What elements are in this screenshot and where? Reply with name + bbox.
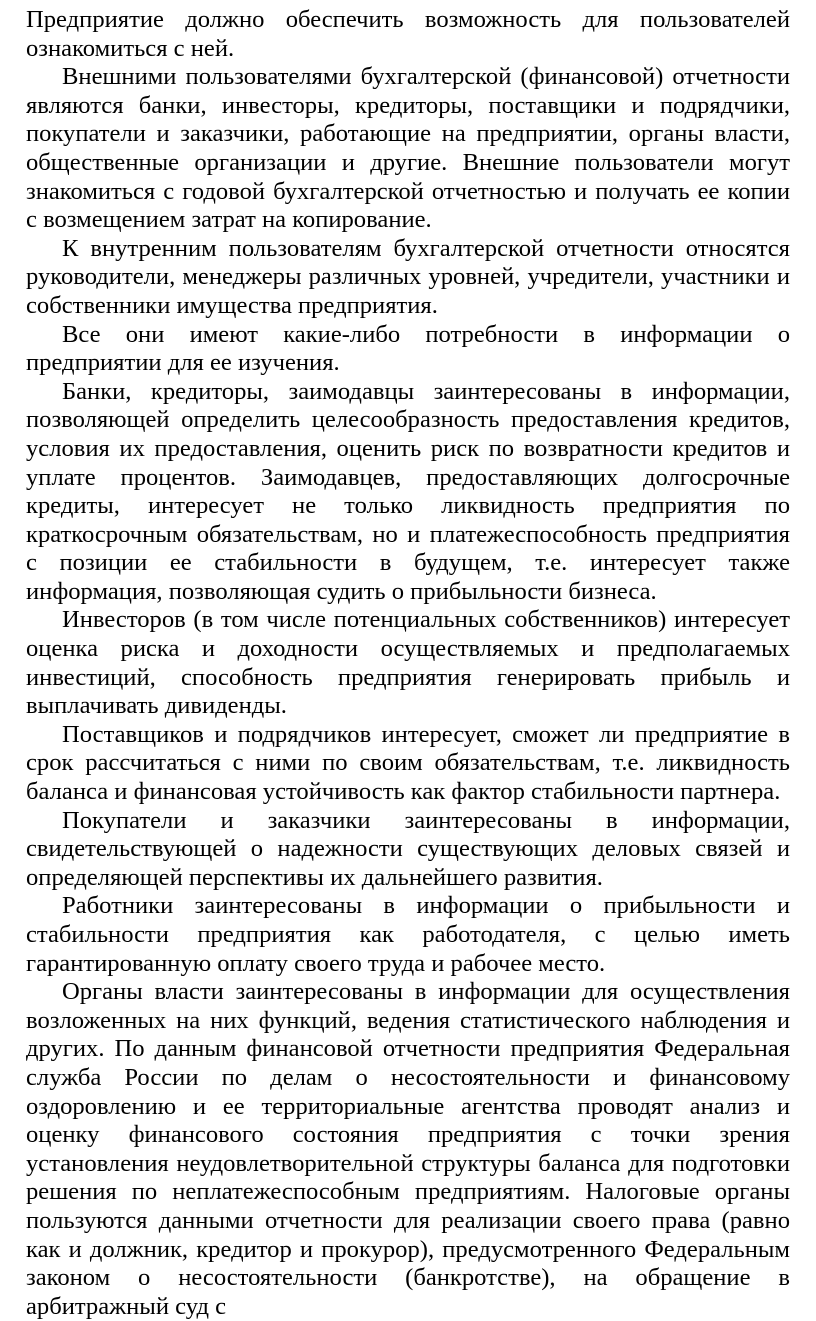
- paragraph-continuation: Предприятие должно обеспечить возможность для пользователей ознакомиться с ней.: [26, 6, 790, 62]
- paragraph-suppliers: Поставщиков и подрядчиков интересует, сможет ли предприятие в срок рассчитаться с ними по своим обязательствам, т.е. ликвидность баланса и финансовая устойчивость как фактор стабильности партнера.: [26, 720, 790, 806]
- paragraph-banks-creditors: Банки, кредиторы, заимодавцы заинтересованы в информации, позволяющей определить целесообразность предоставления кредитов, условия их предоставления, оценить риск по возвратности кредитов и уплате процентов. Заимодавцев, предоставляющих долгосрочные кредиты, интересует не только ликвидность предприятия по краткосрочным обязательствам, но и платежеспособность предприятия с позиции ее стабильности в будущем, т.е. интересует также информация, позволяющая судить о прибыльности бизнеса.: [26, 377, 790, 605]
- paragraph-customers: Покупатели и заказчики заинтересованы в информации, свидетельствующей о надежности существующих деловых связей и определяющей перспективы их дальнейшего развития.: [26, 806, 790, 891]
- paragraph-internal-users: К внутренним пользователям бухгалтерской отчетности относятся руководители, менеджеры различных уровней, учредители, участники и собственники имущества предприятия.: [26, 234, 790, 319]
- paragraph-external-users: Внешними пользователями бухгалтерской (финансовой) отчетности являются банки, инвесторы, кредиторы, поставщики и подрядчики, покупатели и заказчики, работающие на предприятии, органы власти, общественные организации и другие. Внешние пользователи могут знакомиться с годовой бухгалтерской отчетностью и получать ее копии с возмещением затрат на копирование.: [26, 63, 790, 234]
- paragraph-authorities: Органы власти заинтересованы в информации для осуществления возложенных на них функций, ведения статистического наблюдения и других. По данным финансовой отчетности предприятия Федеральная служба России по делам о несостоятельности и финансовому оздоровлению и ее территориальные агентства проводят анализ и оценку финансового состояния предприятия с точки зрения установления неудовлетворительной структуры баланса для подготовки решения по неплатежеспособным предприятиям. Налоговые органы пользуются данными отчетности для реализации своего права (равно как и должник, кредитор и прокурор), предусмотренного Федеральным законом о несостоятельности (банкротстве), на обращение в арбитражный суд с: [26, 978, 790, 1320]
- paragraph-investors: Инвесторов (в том числе потенциальных собственников) интересует оценка риска и доходности осуществляемых и предполагаемых инвестиций, способность предприятия генерировать прибыль и выплачивать дивиденды.: [26, 606, 790, 720]
- paragraph-information-needs: Все они имеют какие-либо потребности в информации о предприятии для ее изучения.: [26, 320, 790, 377]
- paragraph-employees: Работники заинтересованы в информации о прибыльности и стабильности предприятия как работодателя, с целью иметь гарантированную оплату своего труда и рабочее место.: [26, 892, 790, 977]
